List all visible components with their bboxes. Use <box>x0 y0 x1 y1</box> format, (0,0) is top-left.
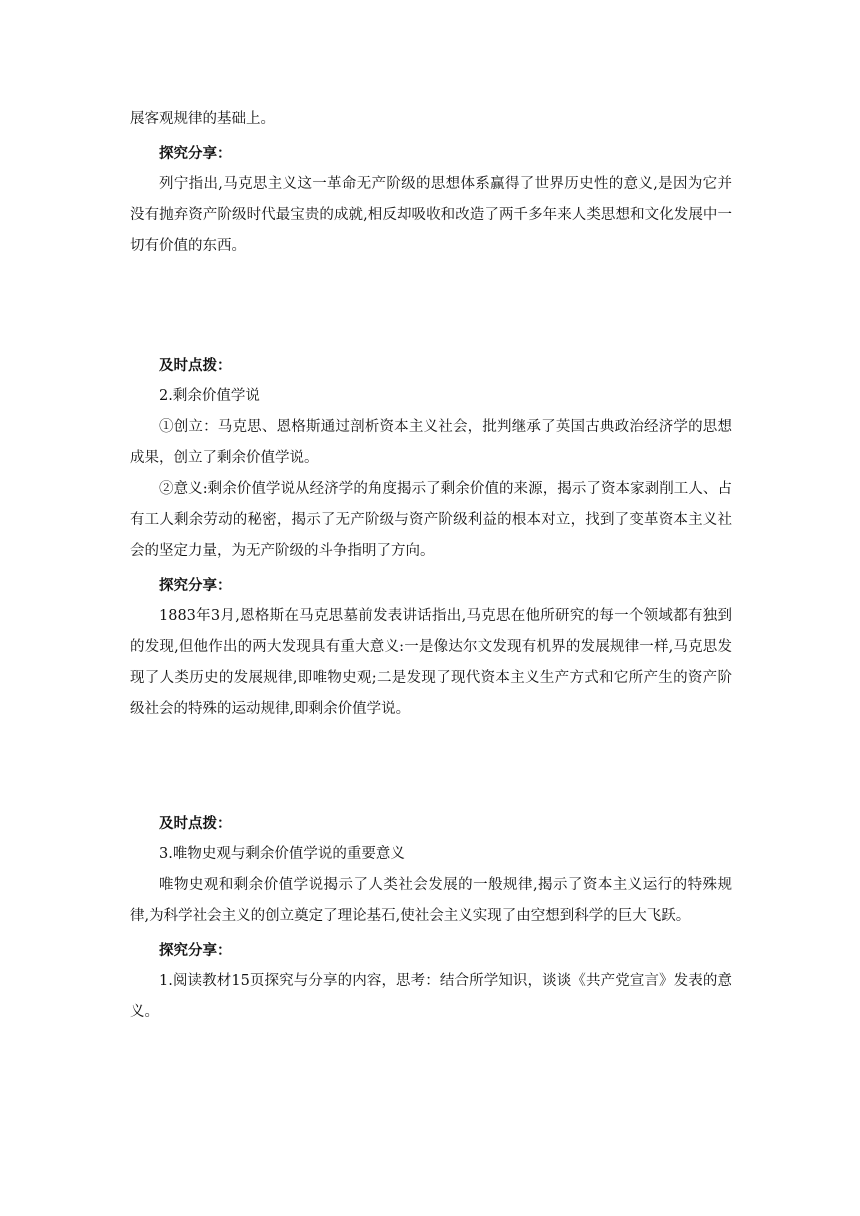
share-text-lenin: 列宁指出,马克思主义这一革命无产阶级的思想体系赢得了世界历史性的意义,是因为它并没有抛弃资产阶级时代最宝贵的成就,相反却吸收和改造了两千多年来人类思想和文化发展中一切有价值的东西。 <box>130 176 732 254</box>
share-heading: 探究分享： <box>159 942 232 959</box>
share-text-engels: 1883年3月,恩格斯在马克思墓前发表讲话指出,马克思在他所研究的每一个领域都有独到的发现,但他作出的两大发现具有重大意义:一是像达尔文发现有机界的发展规律一样,马克思发现了人类历史的发展规律,即唯物史观;二是发现了现代资本主义生产方式和它所产生的资产阶级社会的特殊的运动规律,即剩余价值学说。 <box>130 608 732 717</box>
tip-heading: 及时点拨： <box>159 357 232 374</box>
blank-space <box>130 725 732 805</box>
document-body <box>130 104 732 1028</box>
section-title-surplus-value: 2.剩余价值学说 <box>159 388 260 404</box>
item-founding: ①创立：马克思、恩格斯通过剖析资本主义社会，批判继承了英国古典政治经济学的思想成果，创立了剩余价值学说。 <box>130 419 732 466</box>
share-question: 1.阅读教材15页探究与分享的内容，思考：结合所学知识，谈谈《共产党宣言》发表的意义。 <box>130 973 732 1020</box>
importance-text: 唯物史观和剩余价值学说揭示了人类社会发展的一般规律,揭示了资本主义运行的特殊规律,为科学社会主义的创立奠定了理论基石,使社会主义实现了由空想到科学的巨大飞跃。 <box>130 877 732 924</box>
section-title-importance: 3.唯物史观与剩余价值学说的重要意义 <box>159 846 405 862</box>
tip-heading: 及时点拨： <box>159 815 232 832</box>
blank-space <box>130 262 732 347</box>
share-heading: 探究分享： <box>159 145 232 162</box>
share-heading: 探究分享： <box>159 577 232 594</box>
item-significance: ②意义:剩余价值学说从经济学的角度揭示了剩余价值的来源，揭示了资本家剥削工人、占有工人剩余劳动的秘密，揭示了无产阶级与资产阶级利益的根本对立，找到了变革资本主义社会的坚定力量，为无产阶级的斗争指明了方向。 <box>130 481 732 559</box>
paragraph-continuation: 展客观规律的基础上。 <box>130 111 275 127</box>
